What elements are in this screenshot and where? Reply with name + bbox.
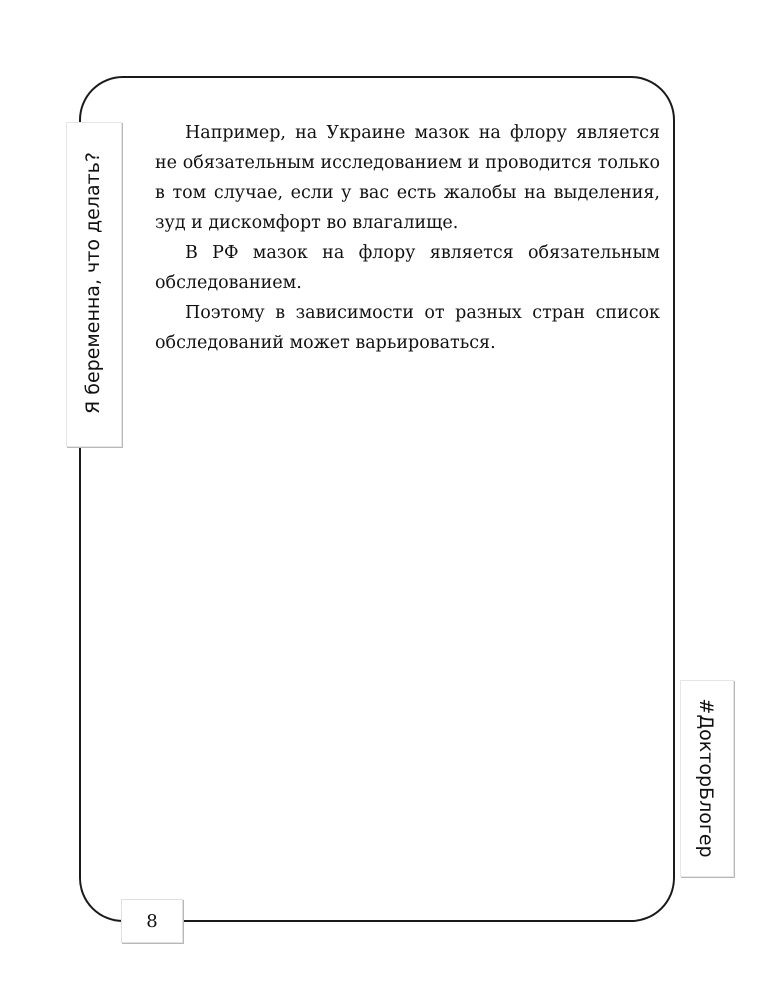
body-text xyxy=(155,118,660,358)
hashtag-label: #ДокторБлогер xyxy=(695,698,717,858)
paragraph: Поэтому в зависимости от разных стран список обследований может варьироваться. xyxy=(155,303,660,353)
page-number: 8 xyxy=(121,899,183,943)
paragraph: Например, на Украине мазок на флору является не обязательным исследованием и проводится только в том случае, если у вас есть жалобы на выделения, зуд и дискомфорт во влагалище. xyxy=(155,123,660,233)
chapter-title: Я беременна, что делать? xyxy=(82,152,104,414)
paragraph: В РФ мазок на флору является обязательным обследованием. xyxy=(155,243,660,293)
